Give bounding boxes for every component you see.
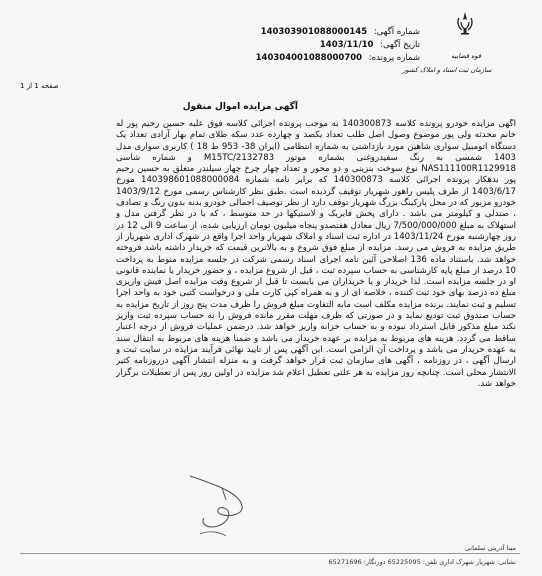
footer-divider [20, 553, 520, 554]
document-title: آگهی مزایده اموال منقول [182, 102, 298, 112]
file-number: 140304001088000700 [255, 53, 363, 63]
signature-image [160, 466, 270, 556]
emblem-icon [453, 10, 477, 36]
file-number-label: شماره پرونده: [368, 53, 420, 63]
judiciary-name: قوه قضاییه [451, 52, 481, 60]
notice-date-label: تاریخ آگهی: [380, 40, 420, 50]
document-body [116, 119, 516, 391]
notice-date: 1403/11/10 [319, 40, 374, 50]
organization-name: سازمان ثبت اسناد و املاک کشور [402, 66, 492, 74]
notice-number-label: شماره آگهی: [373, 27, 420, 37]
notice-number-row [180, 26, 420, 39]
notice-date-row [180, 39, 420, 52]
notice-number: 140303901088000145 [260, 27, 368, 37]
file-number-row [180, 52, 420, 65]
body-paragraph: آگهی مزایده خودرو پرونده کلاسه 140300873 به موجب پرونده اجرائی کلاسه فوق علیه حسین رحیم پور له خانم محدثه ولی پور موضوع وصول اصل طلب تعداد یکصد و چهارده عدد سکه طلای تمام بهار آزادی تعداد یک دستگاه اتومبیل سواری شاهین مورد بازداشتی به شماره انتظامی (ایران 38- 953 ط 18 ) کاربری سواری مدل 1403 شمسی به رنگ سفیدروغنی بشماره موتور M15TC/2132783 و شماره شاسی NAS111100R1129918 نوع سوخت بنزینی و دو محور و تعداد چهار چرخ چهار سیلندر متعلق به حسین رحیم پور بدهکار پرونده اجرائی کلاسه 140300873 که برابر نامه شماره 140398601088000084 مورخ 1403/6/17 از طرف پلیس راهور شهریار توقیف گردیده است .طبق نظر کارشناس رسمی مورخ 1403/9/12 خودرو مزبور که در محل پارکینگ بزرگ شهریار توقف دارد از نظر توصیف اجمالی خودرو بدنه بدون رنگ و تصادف ، صندلی و کیلومتر می باشد . دارای پخش فابریک و لاستیکها در حد متوسط ، که با در نظر گرفتن مدل و استهلاک به مبلغ 7/500/000/000 ریال معادل هفتصدو پنجاه میلیون تومان ارزیابی شده، از ساعت 9 الی 12 در روز چهارشنبه مورخ 1403/11/24 در اداره ثبت اسناد و املاک شهریار واحد اجرا واقع در شهرک اداری شهریار از طریق مزایده به فروش می رسد. مزایده از مبلغ فوق شروع و به بالاترین قیمت که خریدار داشته باشد فروخته خواهد شد. باستناد ماده 136 اصلاحی آئین نامه اجرای اسناد رسمی شرکت در جلسه مزایده منوط به پرداخت 10 درصد از مبلغ پایه کارشناسی به حساب سپرده ثبت ، قبل از شروع مزایده ، و حضور خریدار یا نماینده قانونی او در جلسه مزایده است. لذا خریدار و یا خریداران می بایست تا قبل از شروع وقت مزایده اصل فیش واریزی مبلغ ده درصد بهای خود ثبت کننده ، خلاصه ای از و به همراه کپی کارت ملی و درخواست کتبی خود به واحد اجرا تسلیم و ثبت نمایند. برنده مزایده مکلف است مابه التفاوت مبلغ فروش را ظرف مدت پنج روز از تاریخ مزایده به حساب صندوق ثبت تودیع نماید و در صورتی که ظرف مهلت مقرر مانده فروش را به حساب سپرده ثبت واریز نکند مبلغ مذکور قابل استرداد نبوده و به حساب خزانه واریز خواهد شد. درضمن عملیات فروش از درجه اعتبار ساقط می گردد. هزینه های مربوط به مزایده بر عهده خریدار می باشد و ضمنا هزینه های مربوط به انتقال سند به عهده خریدار می باشد و پرداخت آن الزامی است. این آگهی پس از تایید نهائی فرآیند مزایده در سایت ثبت و ارسال آگهی ، در روزنامه ، آگهی های سازمان ثبت قرار خواهد گرفت و به منزله انتشار آگهی درروزنامه کثیر الانتشار محلی است. چنانچه روز مزایده به هر علتی تعطیل اعلام شد مزایده در اولین روز پس از تعطیلات برگزار خواهد شد. [116, 119, 516, 389]
page-number: صفحه 1 از 1 [20, 82, 59, 90]
signer-name: مینا آذرینی سلمانی [464, 544, 516, 552]
footer-address: نشانی: شهریار شهرک اداری تلفن: 65225095 دورنگار: 65271696 [328, 558, 516, 566]
notice-meta [180, 26, 420, 65]
